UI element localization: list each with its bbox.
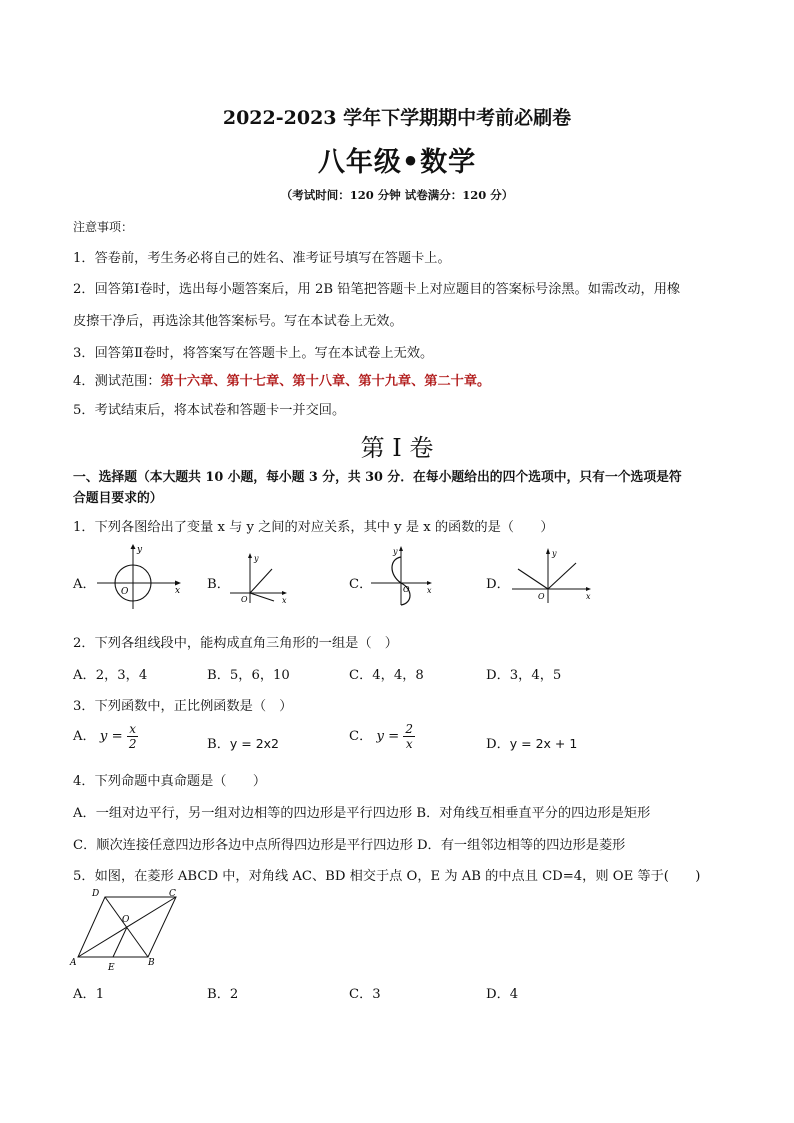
q5-point-e: E bbox=[108, 963, 115, 973]
q3b-expression: y = 2x2 bbox=[229, 736, 280, 751]
note-item-2b: 皮擦干净后，再选涂其他答案标号。写在本试卷上无效。 bbox=[73, 314, 403, 329]
q1-label-d: D． bbox=[486, 577, 510, 592]
q2-option-d: D．3，4，5 bbox=[486, 668, 562, 683]
q1c-x-label: x bbox=[427, 586, 432, 595]
q5-stem: 5．如图，在菱形 ABCD 中，对角线 AC、BD 相交于点 O，E 为 AB 的中点且 CD=4，则 OE 等于( ) bbox=[73, 869, 701, 884]
q5-option-a: A．1 bbox=[73, 987, 105, 1002]
q1d-x-label: x bbox=[586, 592, 591, 601]
q1a-y-label: y bbox=[137, 545, 143, 555]
q1a-x-label: x bbox=[175, 586, 181, 596]
q4-options-line2: C．顺次连接任意四边形各边中点所得四边形是平行四边形 D．有一组邻边相等的四边形是菱形 bbox=[73, 838, 626, 853]
q3-stem: 3．下列函数中，正比例函数是（ ） bbox=[73, 699, 293, 714]
q5-option-c: C．3 bbox=[349, 987, 381, 1002]
exam-title: 2022-2023 学年下学期期中考前必刷卷 bbox=[222, 107, 572, 129]
q1c-y-label: y bbox=[393, 547, 398, 556]
q3a-numerator: x bbox=[127, 722, 139, 737]
q2-option-b: B．5，6，10 bbox=[207, 668, 290, 683]
q3a-denominator: 2 bbox=[128, 737, 137, 751]
q2-option-a: A．2，3，4 bbox=[73, 668, 148, 683]
q2-option-c: C．4，4，8 bbox=[349, 668, 424, 683]
q1b-x-label: x bbox=[282, 596, 287, 605]
q1-graph-a bbox=[93, 543, 183, 613]
q3c-numerator: 2 bbox=[405, 722, 414, 736]
exam-info: （考试时间：120 分钟 试卷满分：120 分） bbox=[280, 188, 514, 202]
q3-option-d bbox=[486, 733, 577, 752]
q4-stem: 4．下列命题中真命题是（ ） bbox=[73, 774, 267, 789]
q5-point-c: C bbox=[169, 889, 176, 899]
q3-option-c bbox=[349, 722, 415, 751]
q1-graph-d bbox=[510, 547, 594, 605]
q3-label-c: C． bbox=[349, 729, 373, 744]
q1-graph-c bbox=[369, 545, 435, 607]
q3c-fraction bbox=[403, 722, 415, 751]
note-item-4 bbox=[73, 370, 490, 389]
q3a-fraction bbox=[127, 722, 139, 751]
section-heading-b: 合题目要求的） bbox=[73, 491, 163, 506]
q3-label-a: A． bbox=[73, 729, 96, 744]
q1-graph-b bbox=[228, 553, 290, 605]
q4-options-line1: A．一组对边平行，另一组对边相等的四边形是平行四边形 B．对角线互相垂直平分的四边形是矩形 bbox=[73, 806, 651, 821]
section-heading-a: 一、选择题（本大题共 10 小题，每小题 3 分，共 30 分．在每小题给出的四个选项中，只有一个选项是符 bbox=[73, 470, 682, 485]
q1d-origin: O bbox=[538, 592, 545, 601]
q3-label-b: B． bbox=[207, 737, 230, 752]
q5-option-d: D．4 bbox=[486, 987, 519, 1002]
section-title: 第 I 卷 bbox=[360, 434, 434, 462]
q1c-origin: O bbox=[403, 585, 410, 594]
note-item-2a: 2．回答第Ⅰ卷时，选出每小题答案后，用 2B 铅笔把答题卡上对应题目的答案标号涂黑。如需改动，用橡 bbox=[73, 282, 681, 297]
q1b-y-label: y bbox=[254, 554, 259, 563]
exam-subtitle: 八年级•数学 bbox=[317, 147, 477, 178]
q1-stem: 1．下列各图给出了变量 x 与 y 之间的对应关系，其中 y 是 x 的函数的是（ ） bbox=[73, 520, 554, 535]
q1b-origin: O bbox=[241, 595, 248, 604]
q5-point-b: B bbox=[148, 958, 155, 968]
note-item-5: 5．考试结束后，将本试卷和答题卡一并交回。 bbox=[73, 403, 346, 418]
q3-label-d: D． bbox=[486, 737, 510, 752]
note-item-4-prefix: 4．测试范围： bbox=[73, 374, 161, 389]
q1-label-b: B． bbox=[207, 577, 230, 592]
q3-option-b bbox=[207, 733, 279, 752]
q1a-origin: O bbox=[121, 587, 129, 597]
notes-heading: 注意事项： bbox=[73, 220, 134, 234]
q5-option-b: B．2 bbox=[207, 987, 239, 1002]
q2-stem: 2．下列各组线段中，能构成直角三角形的一组是（ ） bbox=[73, 636, 398, 651]
q3a-lhs: y = bbox=[99, 729, 123, 744]
q3c-denominator: x bbox=[405, 737, 413, 751]
q3c-lhs: y = bbox=[376, 729, 400, 744]
test-scope: 第十六章、第十七章、第十八章、第十九章、第二十章。 bbox=[160, 374, 491, 389]
q1-label-c: C． bbox=[349, 577, 373, 592]
q3-option-a bbox=[73, 722, 138, 751]
q5-point-o: O bbox=[122, 915, 130, 925]
q5-point-a: A bbox=[70, 958, 77, 968]
q5-rhombus-figure bbox=[68, 885, 184, 975]
note-item-3: 3．回答第Ⅱ卷时，将答案写在答题卡上。写在本试卷上无效。 bbox=[73, 346, 434, 361]
q3d-expression: y = 2x + 1 bbox=[509, 736, 578, 751]
note-item-1: 1．答卷前，考生务必将自己的姓名、准考证号填写在答题卡上。 bbox=[73, 251, 451, 266]
q1d-y-label: y bbox=[552, 549, 557, 558]
q5-point-d: D bbox=[92, 889, 100, 899]
q1-label-a: A． bbox=[73, 577, 96, 592]
